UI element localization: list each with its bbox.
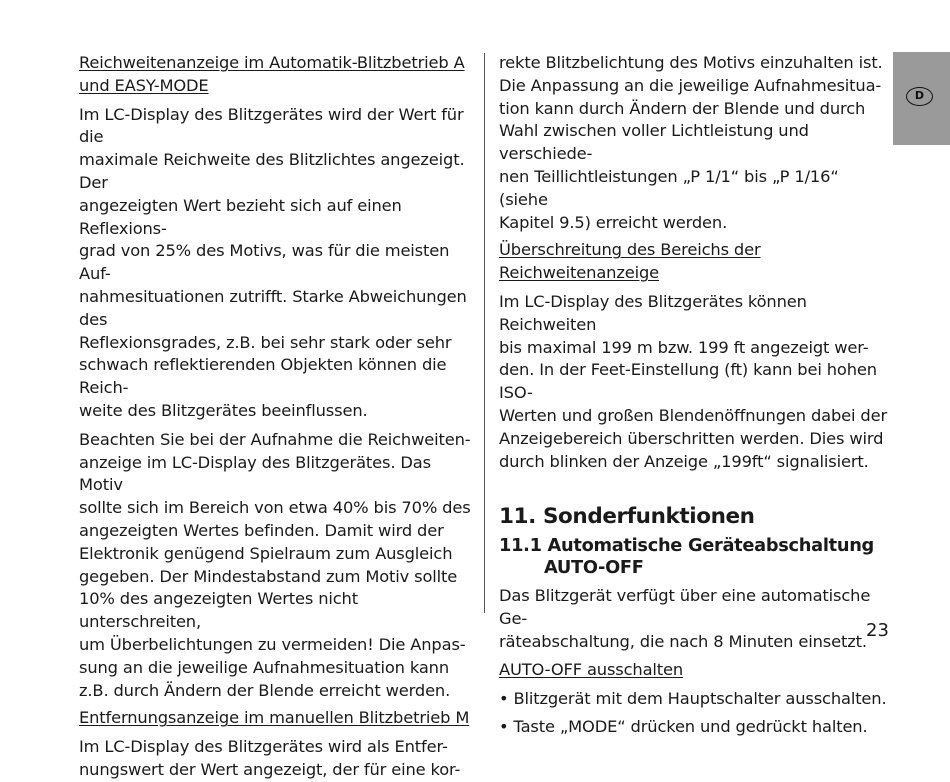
paragraph-distance-display: Im LC-Display des Blitzgerätes wird als Entfer- nungswert der Wert angezeigt, der für eine kor- [79, 737, 461, 779]
paragraph-range-display-advice: Beachten Sie bei der Aufnahme die Reichweiten- anzeige im LC-Display des Blitzgerätes. Das Motiv sollte sich im Bereich von etwa 40% bis 70% des angezeigten Wertes befinden. Damit wird der Elektronik genügend Spielraum zum Ausgleich gegeben. Der Mindestabstand zum Motiv sollte 10% des angezeigten Wertes nicht unterschreiten, um Überbelichtungen zu vermeiden! Die Anpas- sung an die jeweilige Aufnahmesituation kann z.B. durch Ändern der Blende erreicht werden. [79, 429, 471, 700]
subheading-range-display-auto: Reichweitenanzeige im Automatik-Blitzbetrieb A und EASY-MODE [79, 53, 465, 95]
subheading-range-exceeded: Überschreitung des Bereichs der Reichweitenanzeige [499, 240, 761, 283]
subheading-distance-display-manual: Entfernungsanzeige im manuellen Blitzbetrieb M [79, 708, 470, 728]
section-title: 11. Sonderfunktionen [499, 504, 755, 530]
page-number: 23 [866, 620, 889, 641]
left-column [79, 52, 471, 782]
bullet-item: • Taste „MODE“ drücken und gedrückt halten. [499, 717, 868, 737]
paragraph-range-exceeded: Im LC-Display des Blitzgerätes können Reichweiten bis maximal 199 m bzw. 199 ft angezeigt wer- den. In der Feet-Einstellung (ft) kann bei hohen ISO- Werten und großen Blendenöffnungen dabei der Anzeigebereich überschritten werden. Dies wird durch blinken der Anzeige „199ft“ signalisiert. [499, 291, 888, 471]
column-divider [484, 53, 485, 613]
subheading-auto-off-disable: AUTO-OFF ausschalten [499, 659, 684, 679]
paragraph-distance-display-continued: rekte Blitzbelichtung des Motivs einzuhalten ist. Die Anpassung an die jeweilige Aufnahmesitua- tion kann durch Ändern der Blende und durch Wahl zwischen voller Lichtleistung und verschiede- nen Teillichtleistungen „P 1/1“ bis „P 1/16“ (siehe Kapitel 9.5) erreicht werden. [499, 53, 883, 232]
subsection-title-line-1: 11.1 Automatische Geräteabschaltung [499, 535, 874, 557]
language-badge: D [906, 87, 933, 106]
paragraph-auto-off: Das Blitzgerät verfügt über eine automatische Ge- räteabschaltung, die nach 8 Minuten einsetzt. [499, 586, 871, 651]
language-tab [893, 52, 950, 145]
bullet-item: • Blitzgerät mit dem Hauptschalter ausschalten. [499, 688, 887, 708]
subsection-title [499, 535, 891, 579]
right-column [499, 52, 891, 739]
subsection-title-line-2: AUTO-OFF [544, 557, 644, 579]
paragraph-range-display-info: Im LC-Display des Blitzgerätes wird der Wert für die maximale Reichweite des Blitzlichtes angezeigt. Der angezeigten Wert bezieht sich auf einen Reflexions- grad von 25% des Motivs, was für die meisten Auf- nahmesituationen zutrifft. Starke Abweichungen des Reflexionsgrades, z.B. bei sehr stark oder sehr schwach reflektierenden Objekten können die Reich- weite des Blitzgerätes beeinflussen. [79, 104, 467, 420]
